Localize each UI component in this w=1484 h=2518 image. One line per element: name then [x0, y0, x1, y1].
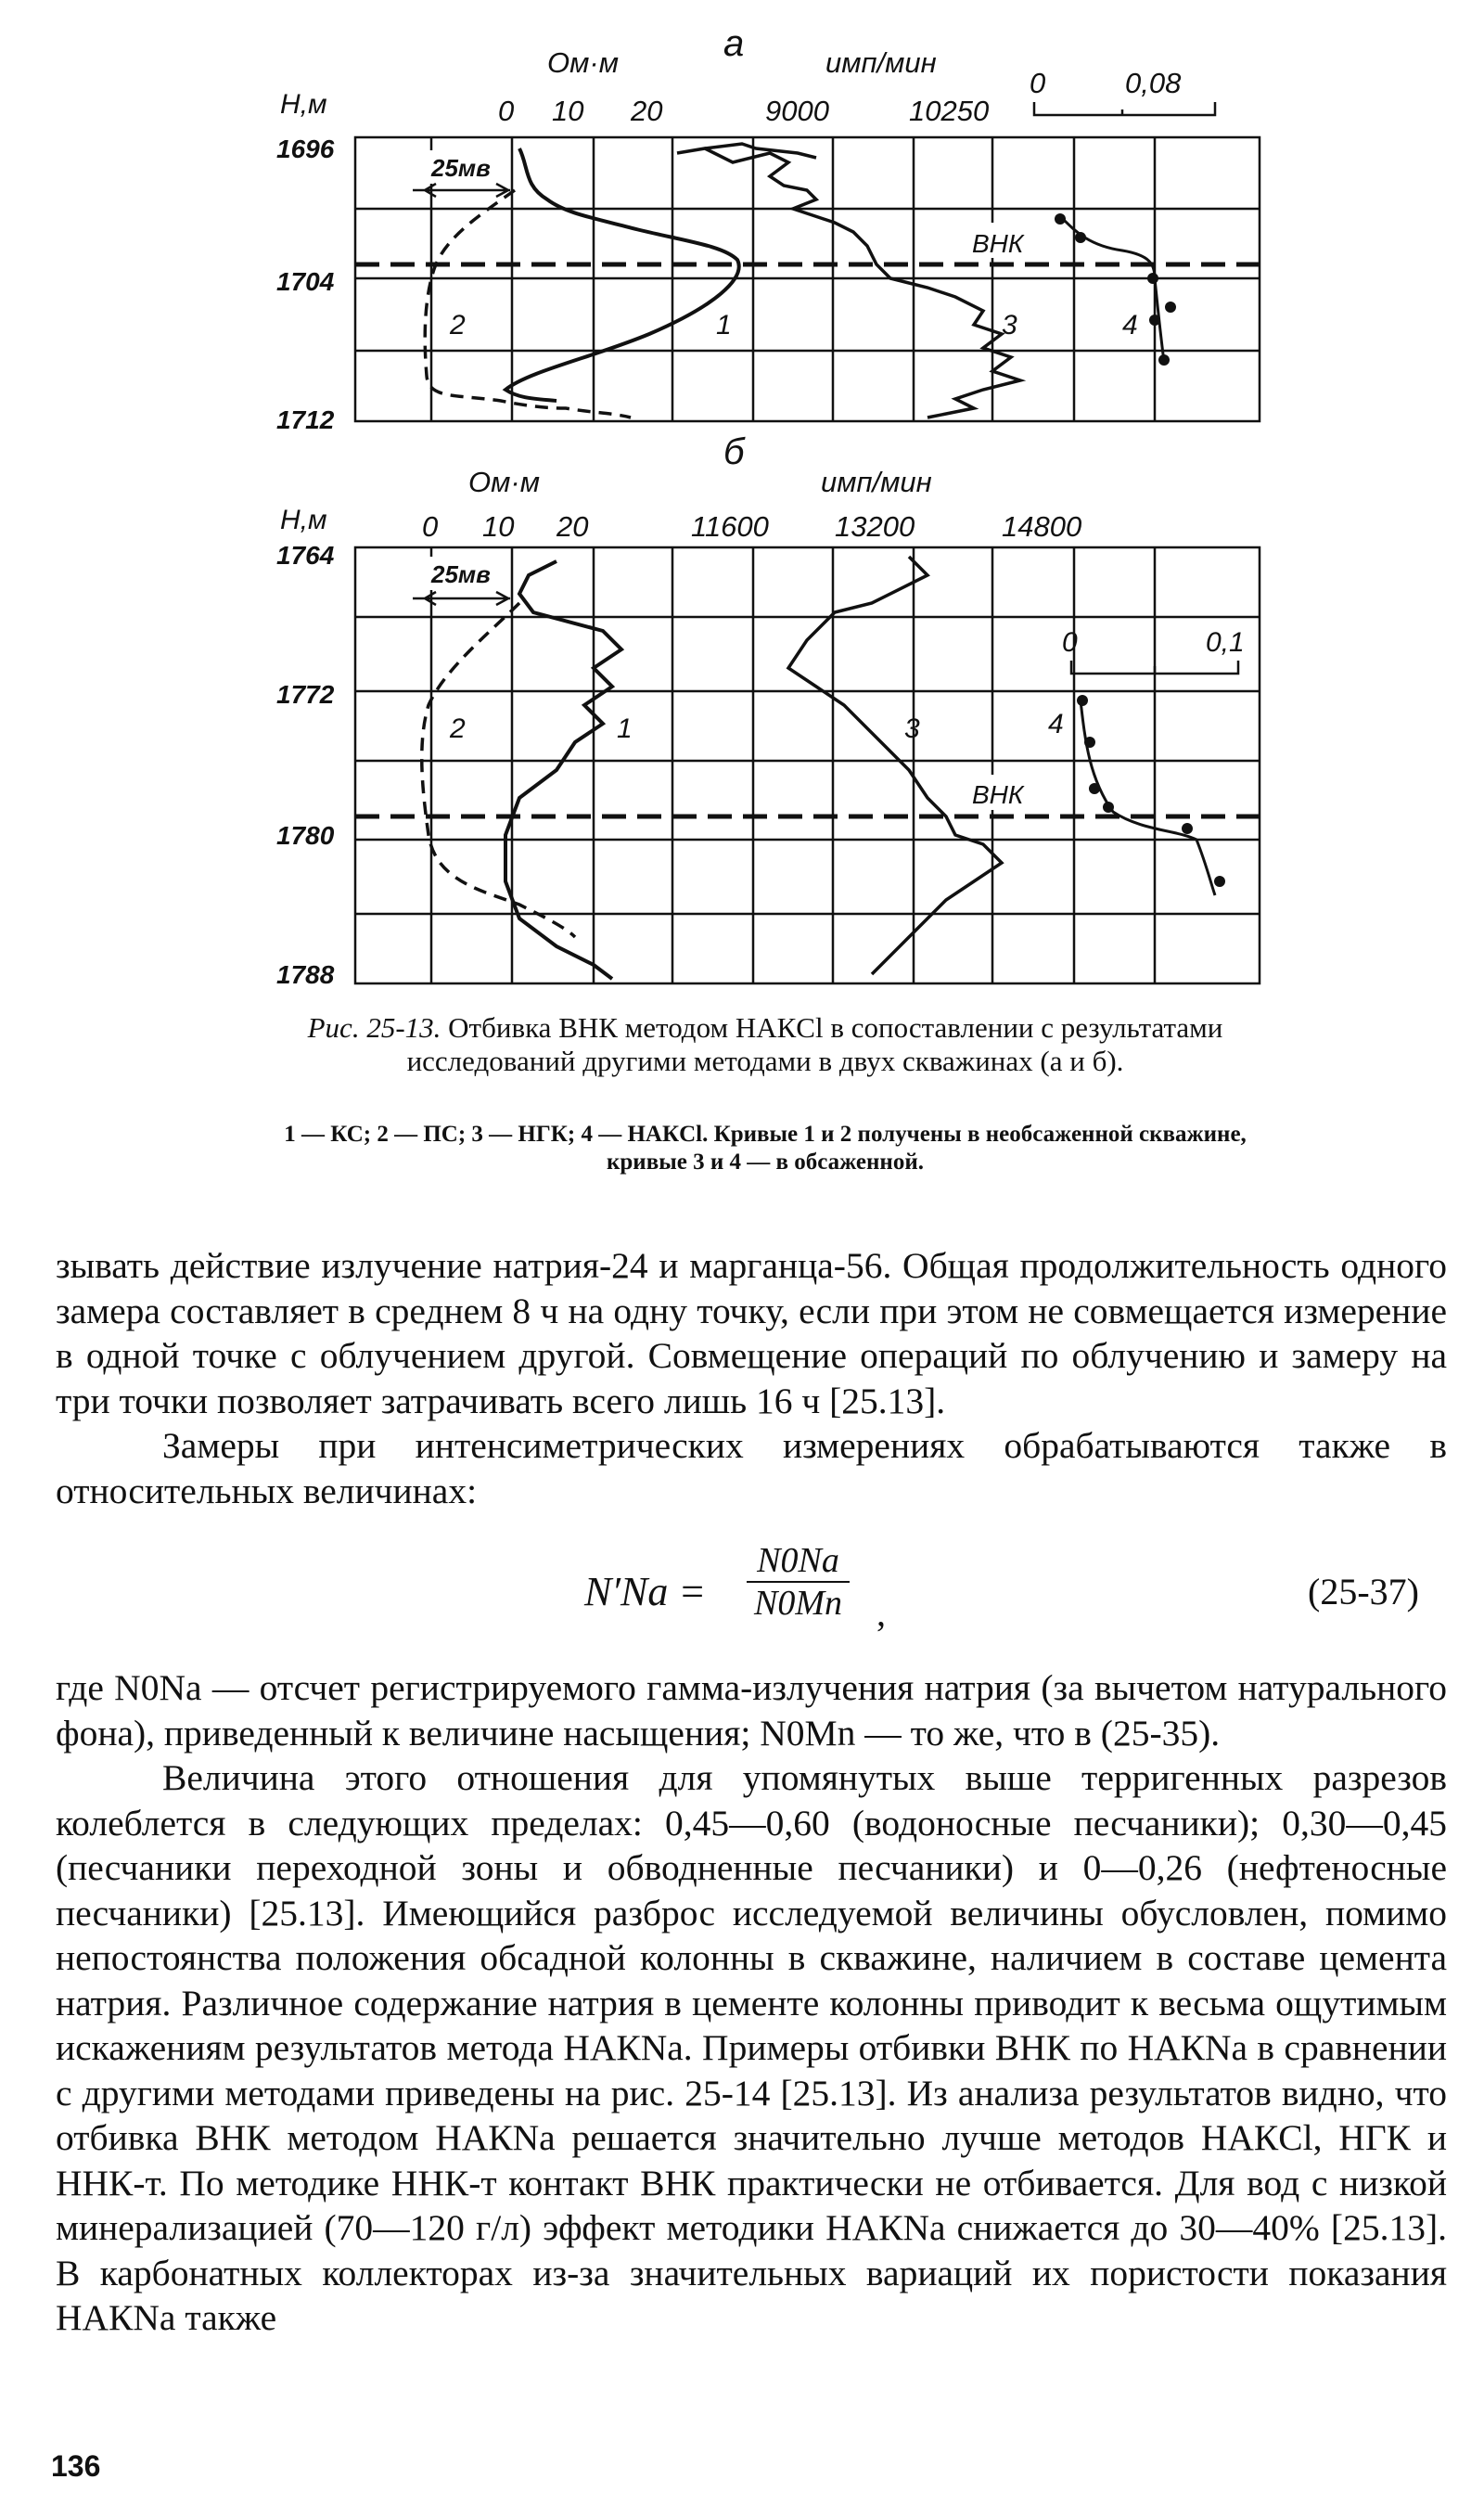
- panel-a-depth-tick: 1696: [276, 135, 335, 163]
- figure-25-13: [0, 0, 1484, 1011]
- panel-a-label: а: [723, 23, 745, 64]
- formula-denominator: N0Mn: [754, 1584, 842, 1623]
- formula-number: (25-37): [1308, 1571, 1419, 1612]
- panel-b-curve-label-2: 2: [450, 713, 466, 744]
- panel-b-curve-4-nakcl: [1081, 700, 1215, 895]
- panel-b-curve-label-3: 3: [904, 713, 920, 744]
- panel-b-curve-label-4: 4: [1048, 709, 1064, 739]
- panel-b-label: б: [723, 431, 745, 472]
- panel-a-curve-label-4: 4: [1122, 310, 1138, 340]
- paragraph-2: Замеры при интенсиметрических измерениях обрабатываются также в относительных величинах:: [56, 1425, 1447, 1511]
- panel-b-res-tick: 10: [482, 510, 515, 543]
- panel-a-ngk-tick: 9000: [765, 95, 829, 127]
- panel-a-res-tick: 10: [552, 95, 584, 127]
- caption-text: Отбивка ВНК методом НАКCl в сопоставлении с результатами исследований другими методами в двух скважинах (а и б).: [406, 1011, 1223, 1077]
- panel-a-curve-label-1: 1: [716, 310, 732, 340]
- panel-a-depth-unit: Н,м: [280, 89, 327, 120]
- figure-caption: [250, 1011, 1280, 1078]
- panel-b-depth-tick: 1764: [276, 541, 335, 570]
- panel-b-ngk-tick: 11600: [691, 510, 769, 543]
- panel-b-ngk-tick: 14800: [1002, 510, 1082, 543]
- panel-a-nak-tick: 0,08: [1125, 67, 1182, 99]
- paragraph-3: где N0Na — отсчет регистрируемого гамма-излучения натрия (за вычетом натурального фона), приведенный к величине насыщения; N0Mn — то же, что в (25-35).: [56, 1667, 1447, 1754]
- svg-text:25мв: 25мв: [431, 560, 491, 588]
- panel-b-depth-tick: 1772: [276, 680, 335, 709]
- panel-b-nak-tick: 0,1: [1206, 627, 1245, 658]
- panel-b-grid: [355, 547, 1260, 983]
- body-text-bottom: [56, 1665, 1447, 2341]
- panel-a-curve-label-2: 2: [450, 310, 466, 340]
- panel-a-ngk-unit: имп/мин: [825, 46, 937, 79]
- panel-b-curve-2-sp: [422, 603, 575, 937]
- panel-b-depth-unit: Н,м: [280, 505, 327, 535]
- panel-a-owc-label: ВНК: [972, 229, 1024, 258]
- panel-a-nakcl-points: [1055, 213, 1176, 366]
- panel-b-sp-scale: [413, 557, 510, 605]
- panel-b-ngk-unit: имп/мин: [821, 466, 932, 498]
- panel-b-owc-label: ВНК: [972, 780, 1024, 809]
- panel-b-res-tick: 0: [422, 510, 439, 543]
- panel-a-res-tick: 20: [631, 95, 663, 127]
- paragraph-4: Величина этого отношения для упомянутых выше терригенных разрезов колеблется в следующих пределах: 0,45—0,60 (водоносные песчаники); 0,30—0,45 (песчаники переходной зоны и обводненные песчаники) и 0—0,26 (нефтеносные песчаники) [25.13]. Имеющийся разброс исследуемой величины обусловлен, помимо непостоянства положения обсадной колонны в скважине, наличием в составе цемента натрия. Различное содержание натрия в цементе колонны приводит к весьма ощутимым искажениям результатов метода НАКNa. Примеры отбивки ВНК по НАКNa в сравнении с другими методами приведены на рис. 25-14 [25.13]. Из анализа результатов видно, что отбивка ВНК методом НАКNa решается значительно лучше методов НАКCl, НГК и ННК-т. По методике ННК-т контакт ВНК практически не отбивается. Для вод с низкой минерализацией (70—120 г/л) эффект методики НАКNa снижается до 30—40% [25.13]. В карбонатных коллекторах из-за значительных вариаций их пористости показания НАКNa также: [56, 1757, 1447, 2338]
- panel-a-nak-scale-bar: [1034, 102, 1215, 115]
- panel-b-curve-1-ks: [505, 561, 621, 979]
- panel-b-nak-tick: 0: [1062, 627, 1078, 658]
- paragraph-1: зывать действие излучение натрия-24 и марганца-56. Общая продолжительность одного замера составляет в среднем 8 ч на одну точку, если при этом не совмещается измерение в одной точке с облучением другой. Совмещение операций по облучению и замеру на три точки позволяет затрачивать всего лишь 16 ч [25.13].: [56, 1245, 1447, 1421]
- panel-a-ngk-tick: 10250: [909, 95, 990, 127]
- panel-b-curve-label-1: 1: [617, 713, 633, 744]
- panel-a-curve-label-3: 3: [1002, 310, 1017, 340]
- figure-caption-legend: 1 — КС; 2 — ПС; 3 — НГК; 4 — НАКCl. Кривые 1 и 2 получены в необсаженной скважине, кривые 3 и 4 — в обсаженной.: [284, 1122, 1247, 1175]
- panel-b-res-unit: Ом·м: [468, 466, 540, 498]
- formula-punct: ,: [876, 1592, 886, 1634]
- panel-a-curve-2-sp: [425, 190, 631, 418]
- formula-lhs: N′Na =: [584, 1569, 707, 1614]
- panel-b-depth-tick: 1780: [276, 821, 335, 850]
- panel-b-ngk-tick: 13200: [835, 510, 915, 543]
- panel-a-curve-1-ks: [505, 148, 739, 401]
- panel-b-res-tick: 20: [556, 510, 589, 543]
- caption-figure-number: Рис. 25-13.: [307, 1011, 441, 1044]
- panel-a-curve-3-ngk: [677, 144, 1020, 418]
- formula-fraction: [747, 1540, 850, 1624]
- panel-a-res-unit: Ом·м: [547, 46, 619, 79]
- svg-text:25мв: 25мв: [431, 154, 491, 182]
- panel-a-depth-tick: 1704: [276, 267, 335, 296]
- panel-a-nak-tick: 0: [1030, 67, 1046, 99]
- body-text-top: [56, 1243, 1447, 1513]
- panel-a-res-tick: 0: [498, 95, 515, 127]
- panel-a-sp-scale: [413, 150, 510, 197]
- panel-a-depth-tick: 1712: [276, 405, 335, 434]
- formula-25-37: [0, 1540, 1484, 1661]
- panel-b-depth-tick: 1788: [276, 960, 335, 989]
- panel-b-curve-3-ngk: [788, 557, 1002, 974]
- page-number: 136: [51, 2449, 101, 2483]
- formula-numerator: N0Na: [747, 1540, 850, 1583]
